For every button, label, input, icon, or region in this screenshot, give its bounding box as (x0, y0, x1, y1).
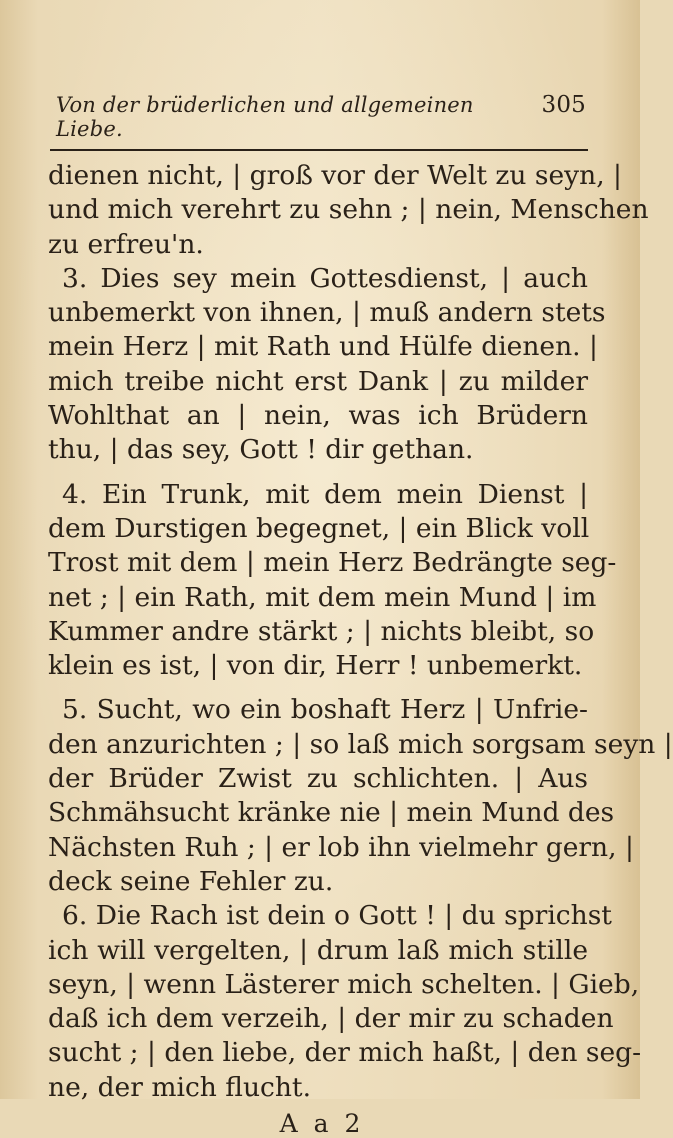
stanza-5-line: 5. Sucht, wo ein boshaft Herz | Unfrie- (62, 694, 588, 726)
text-line: dienen nicht, | groß vor der Welt zu seyn, | (48, 160, 622, 191)
stanza-3-line: 3. Dies sey mein Gottesdienst, | auch (62, 262, 588, 294)
text-line: dem Durstigen begegnet, | ein Blick voll (48, 512, 590, 544)
text-line: Schmähsucht kränke nie | mein Mund des (48, 797, 615, 829)
text-line: Trost mit dem | mein Herz Bedrängte seg- (48, 547, 617, 579)
text-line: thu, | das sey, Gott ! dir gethan. (48, 434, 474, 466)
stanza-4-line: 4. Ein Trunk, mit dem mein Dienst | (62, 478, 588, 510)
stanza-gap (48, 468, 588, 478)
text-line: deck seine Fehler zu. (48, 865, 334, 897)
running-title: Von der brüderlichen und allgemeinen Liebe. (56, 93, 474, 141)
page-number: 305 (541, 92, 586, 118)
text-line: ne, der mich flucht. (48, 1071, 311, 1103)
stanza-gap (48, 683, 588, 693)
stanza-6-line: 6. Die Rach ist dein o Gott ! | du sprichst (62, 900, 612, 932)
text-line: daß ich dem verzeih, | der mir zu schaden (48, 1003, 614, 1035)
header-rule (50, 149, 588, 151)
running-head (48, 92, 588, 149)
text-line: Nächsten Ruh ; | er lob ihn vielmehr gern, | (48, 831, 634, 863)
printer-signature: A a 2 (279, 1109, 365, 1138)
text-line: Wohlthat an | nein, was ich Brüdern (48, 400, 588, 432)
text-line: ich will vergelten, | drum laß mich stille (48, 934, 588, 966)
text-line: Kummer andre stärkt ; | nichts bleibt, so (48, 615, 595, 647)
text-line: zu erfreu'n. (48, 228, 204, 260)
text-line: mich treibe nicht erst Dank | zu milder (48, 365, 588, 397)
text-line: mein Herz | mit Rath und Hülfe dienen. | (48, 331, 598, 363)
text-line: seyn, | wenn Lästerer mich schelten. | Gieb, (48, 968, 640, 1000)
text-line: sucht ; | den liebe, der mich haßt, | den seg- (48, 1037, 642, 1069)
text-line: klein es ist, | von dir, Herr ! unbemerkt. (48, 650, 583, 682)
text-line: und mich verehrt zu sehn ; | nein, Menschen (48, 194, 649, 226)
text-line: unbemerkt von ihnen, | muß andern stets (48, 297, 606, 329)
hymn-text (48, 159, 673, 1105)
text-line: den anzurichten ; | so laß mich sorgsam seyn | (48, 728, 673, 760)
text-line: der Brüder Zwist zu schlichten. | Aus (48, 763, 588, 795)
text-line: net ; | ein Rath, mit dem mein Mund | im (48, 581, 597, 613)
